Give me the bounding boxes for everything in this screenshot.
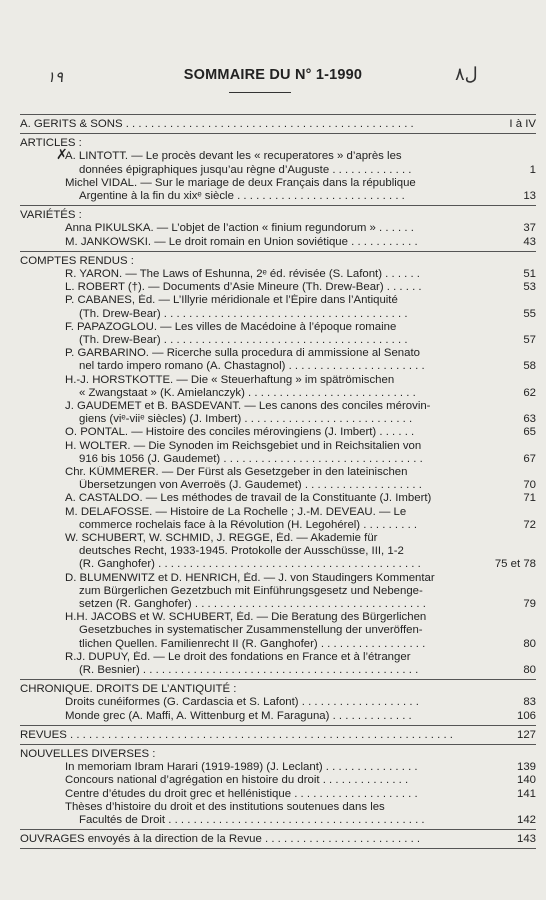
entry-title [20,833,488,846]
page-number: 83 [523,696,536,709]
entry-line: 916 bis 1056 (J. Gaudemet) . . . . . . . . . . . . . . . . . . . . . . . . . . . . . . . . [79,452,423,465]
entry-title [65,150,488,176]
section-heading: COMPTES RENDUS : [20,254,134,267]
page-number: 43 [523,235,536,248]
page-number: 143 [516,833,536,846]
entry-line: Übersetzungen von Averroës (J. Gaudemet) . . . . . . . . . . . . . . . . . . . [79,479,422,492]
page-title: SOMMAIRE DU N° 1-1990 [183,67,363,83]
section-articles [20,137,536,203]
entry-line: A. LINTOTT. — Le procès devant les « recuperatores » d’après les [65,150,402,163]
entry-title [65,611,488,651]
toc-entry[interactable] [20,774,536,787]
toc-entry[interactable] [20,281,536,294]
entry-line: M. DELAFOSSE. — Histoire de La Rochelle ; J.-M. DEVEAU. — Le [65,505,407,518]
section-gerits [20,118,536,131]
toc-entry[interactable] [20,222,536,235]
toc-entry[interactable] [20,710,536,723]
handwritten-check-mark: ✗ [56,147,68,164]
entry-line: H.H. JACOBS et W. SCHUBERT, Éd. — Die Beratung des Bürgerlichen [65,611,427,624]
entry-line: zum Bürgerlichen Gezetzbuch mit Einführungsgesetz und Nebenge- [79,584,423,597]
toc-entry[interactable] [20,268,536,281]
section-chronique [20,683,536,723]
entry-line: P. CABANES, Éd. — L’Illyrie méridionale et l’Épire dans l’Antiquité [65,294,398,307]
toc-entry[interactable] [20,118,536,131]
entry-line: D. BLUMENWITZ et D. HENRICH, Éd. — J. von Staudingers Kommentar [65,571,435,584]
entry-line: nel tardo impero romano (A. Chastagnol) . . . . . . . . . . . . . . . . . . . . . . [79,360,425,373]
section-ouvrages [20,833,536,846]
toc-entry[interactable] [20,466,536,492]
entry-line: Monde grec (A. Maffi, A. Wittenburg et M. Faraguna) . . . . . . . . . . . . . [65,709,412,722]
entry-line: R.J. DUPUY, Éd. — Le droit des fondations en France et à l’étranger [65,650,411,663]
entry-line: In memoriam Ibram Harari (1919-1989) (J. Leclant) . . . . . . . . . . . . . . . [65,761,418,774]
entry-title [65,281,488,294]
entry-line: Michel VIDAL. — Sur le mariage de deux Français dans la république [65,176,416,189]
entry-line: Anna PIKULSKA. — L’objet de l’action « finium regundorum » . . . . . . [65,222,414,235]
toc-entry[interactable] [20,506,536,532]
section-comptes [20,255,536,677]
entry-title [65,440,488,466]
section-varietes [20,209,536,249]
page-number: 141 [516,787,536,800]
entry-line: F. PAPAZOGLOU. — Les villes de Macédoine à l’époque romaine [65,320,397,333]
entry-title [65,177,488,203]
entry-line: données épigraphiques jusqu’au règne d’Auguste . . . . . . . . . . . . . [79,163,412,176]
section-nouvelles [20,748,536,827]
page-number: I à IV [509,118,536,130]
page-number: 13 [523,190,536,202]
page-number: 51 [523,267,536,280]
page-number: 58 [523,360,536,373]
page-number: 79 [523,598,536,611]
page-number: 1 [529,163,536,176]
entry-line: P. GARBARINO. — Ricerche sulla procedura di ammissione al Senato [65,347,420,360]
page-number: 63 [523,413,536,426]
page-number: 67 [523,452,536,465]
entry-title [65,506,488,532]
toc-entry[interactable] [20,492,536,505]
entry-title [20,729,488,742]
section-heading: ARTICLES : [20,137,82,150]
entry-line: deutsches Recht, 1933-1945. Protokolle der Ausschüsse, III, 1-2 [79,545,404,558]
page-number: 55 [523,307,536,320]
page-number: 37 [523,222,536,235]
entry-title [65,236,488,249]
toc-entry[interactable] [20,651,536,677]
page-number: 106 [516,709,536,722]
section-divider [20,133,536,134]
toc-entry[interactable] [20,400,536,426]
entry-line: R. YARON. — The Laws of Eshunna, 2ᵉ éd. révisée (S. Lafont) . . . . . . [65,267,420,280]
page-number: 140 [516,774,536,787]
entry-line: H.-J. HORSTKOTTE. — Die « Steuerhaftung » im spätrömischen [65,373,395,386]
entry-line: (R. Besnier) . . . . . . . . . . . . . . . . . . . . . . . . . . . . . . . . . . . . . . . . . . . . [79,664,419,677]
toc-entry[interactable] [20,572,536,612]
toc-entry[interactable] [20,696,536,709]
entry-title [65,426,488,439]
page-number: 71 [523,492,536,505]
entry-line: M. JANKOWSKI. — Le droit romain en Union soviétique . . . . . . . . . . . [65,235,418,248]
toc-entry[interactable] [20,347,536,373]
entry-line: REVUES . . . . . . . . . . . . . . . . . . . . . . . . . . . . . . . . . . . . . . . . . . . . . . . . . . . . . . . . . . . . . [20,728,453,741]
page-number: 72 [523,518,536,531]
toc-entry[interactable] [20,374,536,400]
page-number: 80 [523,637,536,650]
section-divider [20,725,536,726]
entry-title [65,710,488,723]
page-number: 53 [523,281,536,294]
toc-entry[interactable] [20,788,536,801]
entry-line: Argentine à la fin du xixᵉ siècle . . . . . . . . . . . . . . . . . . . . . . . . . . . [79,190,405,202]
page-number: 127 [516,728,536,741]
entry-title [65,222,488,235]
entry-title [20,118,488,131]
entry-line: Gesetzbuches in systematischer Zusammenstellung der unveröffen- [79,624,423,637]
toc-entry[interactable] [20,147,536,176]
entry-line: W. SCHUBERT, W. SCHMID, J. REGGE, Éd. — Akademie für [65,532,378,545]
entry-title [65,651,488,677]
page-number: 142 [516,814,536,827]
entry-line: H. WOLTER. — Die Synoden im Reichsgebiet und in Reichsitalien von [65,439,422,452]
entry-title [65,761,488,774]
entry-title [65,294,488,320]
toc-entry[interactable] [20,236,536,249]
entry-title [65,268,488,281]
entry-title [65,347,488,373]
entry-line: J. GAUDEMET et B. BASDEVANT. — Les canons des conciles mérovin- [65,400,431,413]
entry-line: « Zwangstaat » (K. Amielanczyk) . . . . . . . . . . . . . . . . . . . . . . . . . . . [79,386,416,399]
entry-line: Facultés de Droit . . . . . . . . . . . . . . . . . . . . . . . . . . . . . . . . . . . . . . . . . [79,814,425,827]
section-divider [20,114,536,115]
toc-entry[interactable] [20,321,536,347]
entry-line: A. CASTALDO. — Les méthodes de travail de la Constituante (J. Imbert) [65,492,432,505]
section-heading: NOUVELLES DIVERSES : [20,748,156,761]
page-number: 62 [523,386,536,399]
entry-line: Chr. KÜMMERER. — Der Fürst als Gesetzgeber in den lateinischen [65,466,408,479]
page-number: 70 [523,479,536,492]
entry-title [65,374,488,400]
entry-title [65,400,488,426]
entry-line: (Th. Drew-Bear) . . . . . . . . . . . . . . . . . . . . . . . . . . . . . . . . . . . . . . . [79,307,408,320]
entry-line: OUVRAGES envoyés à la direction de la Revue . . . . . . . . . . . . . . . . . . . . . . . . . [20,833,421,846]
title-underline [229,92,291,93]
section-heading: VARIÉTÉS : [20,209,82,222]
entry-line: A. GERITS & SONS . . . . . . . . . . . . . . . . . . . . . . . . . . . . . . . . . . . . . . . . . . . . . . [20,118,414,130]
entry-line: (Th. Drew-Bear) . . . . . . . . . . . . . . . . . . . . . . . . . . . . . . . . . . . . . . . [79,334,408,346]
contents-list [20,112,536,852]
entry-line: (R. Ganghofer) . . . . . . . . . . . . . . . . . . . . . . . . . . . . . . . . . . . . . . . . . . [79,558,421,571]
toc-entry[interactable] [20,440,536,466]
entry-line: Concours national d’agrégation en histoire du droit . . . . . . . . . . . . . . [65,774,409,787]
entry-line: L. ROBERT (†). — Documents d’Asie Mineure (Th. Drew-Bear) . . . . . . [65,281,422,294]
entry-line: Centre d’études du droit grec et hellénistique . . . . . . . . . . . . . . . . . . . . [65,787,418,800]
section-divider [20,744,536,745]
toc-entry[interactable] [20,801,536,827]
section-heading: CHRONIQUE. DROITS DE L’ANTIQUITÉ : [20,683,237,696]
entry-title [65,788,488,801]
page-number: 57 [523,334,536,346]
toc-entry[interactable] [20,761,536,774]
entry-title [65,532,488,572]
page-number: 139 [516,761,536,774]
page-number: 75 et 78 [494,558,536,571]
entry-title [65,696,488,709]
toc-entry[interactable] [20,532,536,572]
toc-entry[interactable] [20,177,536,203]
section-divider [20,251,536,252]
entry-line: commerce rochelais face à la Révolution (H. Legohérel) . . . . . . . . . [79,518,418,531]
entry-title [65,774,488,787]
toc-entry[interactable] [20,833,536,846]
entry-title [65,321,488,347]
entry-title [65,801,488,827]
toc-entry[interactable] [20,611,536,651]
toc-entry[interactable] [20,729,536,742]
entry-title [65,492,488,505]
section-divider [20,829,536,830]
entry-title [65,572,488,612]
entry-line: Droits cunéiformes (G. Cardascia et S. Lafont) . . . . . . . . . . . . . . . . . . . [65,696,419,709]
section-revues [20,729,536,742]
page-number: 65 [523,426,536,439]
page-number: 80 [523,664,536,677]
handwritten-annotation-right: ل٨ [455,64,478,85]
entry-line: O. PONTAL. — Histoire des conciles mérovingiens (J. Imbert) . . . . . . [65,426,415,439]
section-divider [20,848,536,849]
handwritten-annotation-left: ١٩ [47,68,64,86]
section-divider [20,679,536,680]
section-divider [20,205,536,206]
toc-entry[interactable] [20,426,536,439]
entry-line: Thèses d’histoire du droit et des institutions soutenues dans les [65,800,385,813]
entry-line: giens (viᵉ-viiᵉ siècles) (J. Imbert) . . . . . . . . . . . . . . . . . . . . . . . . . . . [79,413,413,426]
toc-entry[interactable] [20,294,536,320]
entry-line: tlichen Quellen. Familienrecht II (R. Ganghofer) . . . . . . . . . . . . . . . . . [79,637,426,650]
page-header [0,62,546,102]
entry-line: setzen (R. Ganghofer) . . . . . . . . . . . . . . . . . . . . . . . . . . . . . . . . . . . . . [79,598,426,611]
entry-title [65,466,488,492]
